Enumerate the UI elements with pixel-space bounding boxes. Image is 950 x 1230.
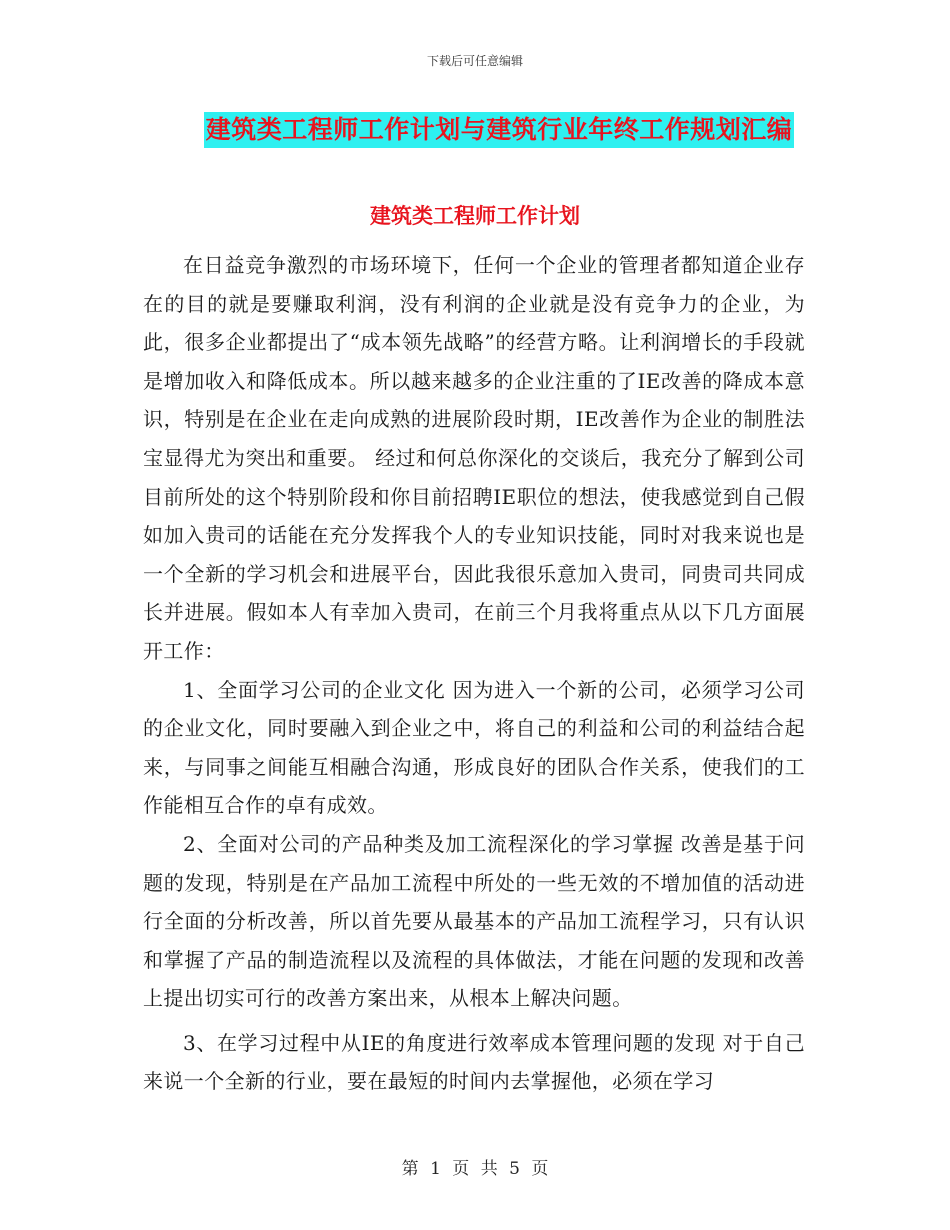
document-body — [143, 246, 805, 1101]
section-title: 建筑类工程师工作计划 — [370, 204, 580, 228]
paragraph-item-1: 1、全面学习公司的企业文化 因为进入一个新的公司，必须学习公司的企业文化，同时要融入到企业之中，将自己的利益和公司的利益结合起来，与同事之间能互相融合沟通，形成良好的团队合作关系，使我们的工作能相互合作的卓有成效。 — [143, 677, 805, 818]
page-number: 第 1 页 共 5 页 — [401, 1159, 549, 1179]
paragraph-intro: 在日益竞争激烈的市场环境下，任何一个企业的管理者都知道企业存在的目的就是要赚取利润，没有利润的企业就是没有竞争力的企业，为此，很多企业都提出了“成本领先战略”的经营方略。让利润增长的手段就是增加收入和降低成本。所以越来越多的企业注重的了IE改善的降成本意识，特别是在企业在走向成熟的进展阶段时期，IE改善作为企业的制胜法宝显得尤为突出和重要。 经过和何总你深化的交谈后，我充分了解到公司目前所处的这个特别阶段和你目前招聘IE职位的想法，使我感觉到自己假如加入贵司的话能在充分发挥我个人的专业知识技能，同时对我来说也是一个全新的学习机会和进展平台，因此我很乐意加入贵司，同贵司共同成长并进展。假如本人有幸加入贵司，在前三个月我将重点从以下几方面展开工作： — [143, 253, 805, 663]
document-title: 建筑类工程师工作计划与建筑行业年终工作规划汇编 — [204, 112, 795, 148]
paragraph-item-2: 2、全面对公司的产品种类及加工流程深化的学习掌握 改善是基于问题的发现，特别是在产品加工流程中所处的一些无效的不增加值的活动进行全面的分析改善，所以首先要从最基本的产品加工流程学习，只有认识和掌握了产品的制造流程以及流程的具体做法，才能在问题的发现和改善上提出切实可行的改善方案出来，从根本上解决问题。 — [143, 831, 805, 1011]
header-note: 下载后可任意编辑 — [426, 54, 523, 68]
document-title-wrapper — [0, 112, 950, 148]
paragraph-item-3: 3、在学习过程中从IE的角度进行效率成本管理问题的发现 对于自己来说一个全新的行业，要在最短的时间内去掌握他，必须在学习 — [143, 1030, 805, 1094]
